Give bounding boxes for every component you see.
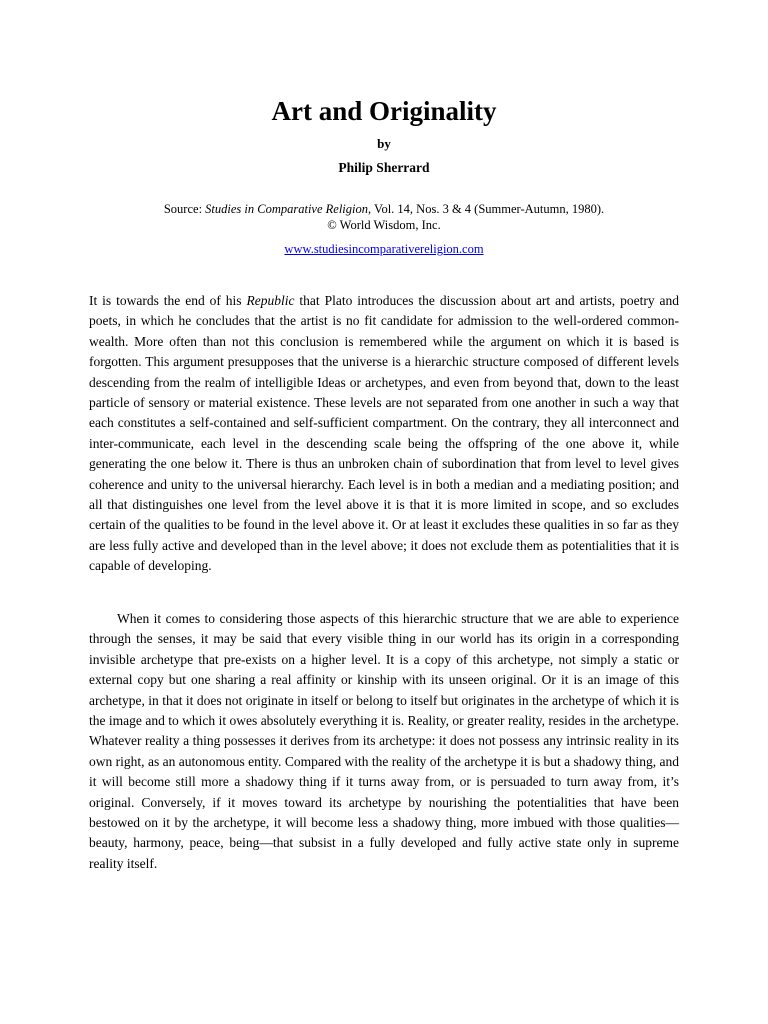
source-prefix: Source: <box>163 202 206 216</box>
paragraph-1 <box>89 291 679 577</box>
paragraph-1-start: It is towards the end of his <box>89 293 247 308</box>
article-title: Art and Originality <box>271 96 497 126</box>
journal-name: Studies in Comparative Religion <box>205 202 369 216</box>
byline-by: by <box>377 136 391 151</box>
paragraph-1-rest: that Plato introduces the discussion about art and artists, poetry and poets, in which he concludes that the artist is no fit candidate for admission to the well-ordered common-wealth. More often than not this conclusion is remembered while the argument on which it is based is forgotten. This argument presupposes that the universe is a hierarchic structure composed of different levels descending from the realm of intelligible Ideas or archetypes, and even from beyond that, down to the least particle of sensory or material existence. These levels are not separated from one another in such a way that each constitutes a self-contained and self-sufficient compartment. On the contrary, they all interconnect and inter-communicate, each level in the descending scale being the offspring of the one above it, while generating the one below it. There is thus an unbroken chain of subordination that from level to level gives coherence and unity to the universal hierarchy. Each level is in both a median and a mediating position; and all that distinguishes one level from the level above it is that it is more limited in scope, and so excludes certain of the qualities to be found in the level above it. Or at least it excludes these qualities in so far as they are less fully active and developed than in the level above; it does not exclude them as potentialities that it is capable of developing. <box>89 293 679 574</box>
copyright-line: © World Wisdom, Inc. <box>327 218 441 232</box>
website-link[interactable]: www.studiesincomparativereligion.com <box>284 242 484 256</box>
author-name: Philip Sherrard <box>338 160 430 175</box>
website-line <box>0 241 768 257</box>
source-line <box>0 201 768 217</box>
republic-italic: Republic <box>246 293 295 308</box>
paragraph-2: When it comes to considering those aspects of this hierarchic structure that we are able to experience through the senses, it may be said that every visible thing in our world has its origin in a corresponding invisible archetype that pre-exists on a higher level. It is a copy of this archetype, not simply a static or external copy but one sharing a real affinity or kinship with its unseen original. Or it is an image of this archetype, in that it does not originate in itself or belong to itself but originates in the archetype of which it is the image and to which it owes absolutely everything it is. Reality, or greater reality, resides in the archetype. Whatever reality a thing possesses it derives from its archetype: it does not possess any intrinsic reality in its own right, as an autonomous entity. Compared with the reality of the archetype it is but a shadowy thing, and it will become still more a shadowy thing if it turns away from, or is persuaded to turn away from, it’s original. Conversely, if it moves toward its archetype by nourishing the potentialities that have been bestowed on it by the archetype, it will become less a shadowy thing, more imbued with those qualities—beauty, harmony, peace, being—that subsist in a fully developed and fully active state only in supreme reality itself. <box>89 611 679 871</box>
source-details: , Vol. 14, Nos. 3 & 4 (Summer-Autumn, 1980). <box>368 202 605 216</box>
